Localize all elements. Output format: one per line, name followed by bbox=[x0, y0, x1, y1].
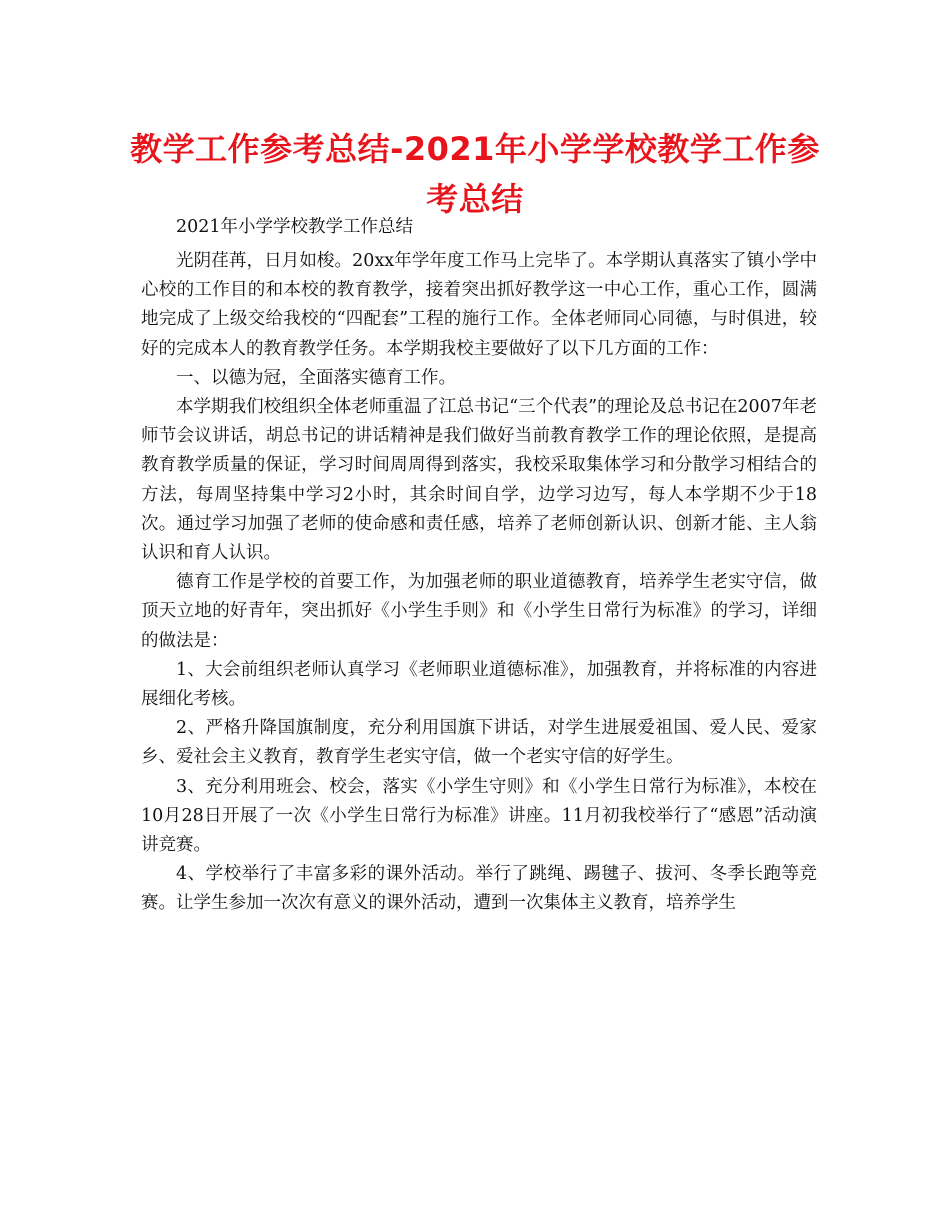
subtitle-paragraph: 2021年小学学校教学工作总结 bbox=[176, 217, 414, 237]
paragraph-moral-education: 德育工作是学校的首要工作，为加强老师的职业道德教育，培养学生老实守信，做顶天立地的好青年，突出抓好《小学生手则》和《小学生日常行为标准》的学习，详细的做法是： bbox=[141, 572, 817, 651]
list-item-2: 2、严格升降国旗制度，充分利用国旗下讲话，对学生进展爱祖国、爱人民、爱家乡、爱社会主义教育，教育学生老实守信，做一个老实守信的好学生。 bbox=[141, 718, 817, 768]
section-heading-moral: 一、以德为冠，全面落实德育工作。 bbox=[176, 367, 456, 388]
paragraph-intro: 光阴荏苒，日月如梭。20xx年学年度工作马上完毕了。本学期认真落实了镇小学中心校的工作目的和本校的教育教学，接着突出抓好教学这一中心工作，重心工作，圆满地完成了上级交给我校的“四配套”工程的施行工作。全体老师同心同德，与时俱进，较好的完成本人的教育教学任务。本学期我校主要做好了以下几方面的工作： bbox=[141, 251, 817, 359]
list-item-3: 3、充分利用班会、校会，落实《小学生守则》和《小学生日常行为标准》，本校在10月28日开展了一次《小学生日常行为标准》讲座。11月初我校举行了“感恩”活动演讲竞赛。 bbox=[141, 776, 817, 856]
list-item-4: 4、学校举行了丰富多彩的课外活动。举行了跳绳、踢毽子、拔河、冬季长跑等竞赛。让学生参加一次次有意义的课外活动，遭到一次集体主义教育，培养学生 bbox=[141, 864, 817, 914]
document-title: 教学工作参考总结-2021年小学学校教学工作参考总结 bbox=[130, 130, 820, 218]
paragraph-study: 本学期我们校组织全体老师重温了江总书记“三个代表”的理论及总书记在2007年老师节会议讲话，胡总书记的讲话精神是我们做好当前教育教学工作的理论依照，是提高教育教学质量的保证，学习时间周周得到落实，我校采取集体学习和分散学习相结合的方法，每周坚持集中学习2小时，其余时间自学，边学习边写，每人本学期不少于18次。通过学习加强了老师的使命感和责任感，培养了老师创新认识、创新才能、主人翁认识和育人认识。 bbox=[141, 397, 817, 564]
list-item-1: 1、大会前组织老师认真学习《老师职业道德标准》，加强教育，并将标准的内容进展细化考核。 bbox=[141, 659, 817, 710]
document-body bbox=[141, 215, 817, 919]
